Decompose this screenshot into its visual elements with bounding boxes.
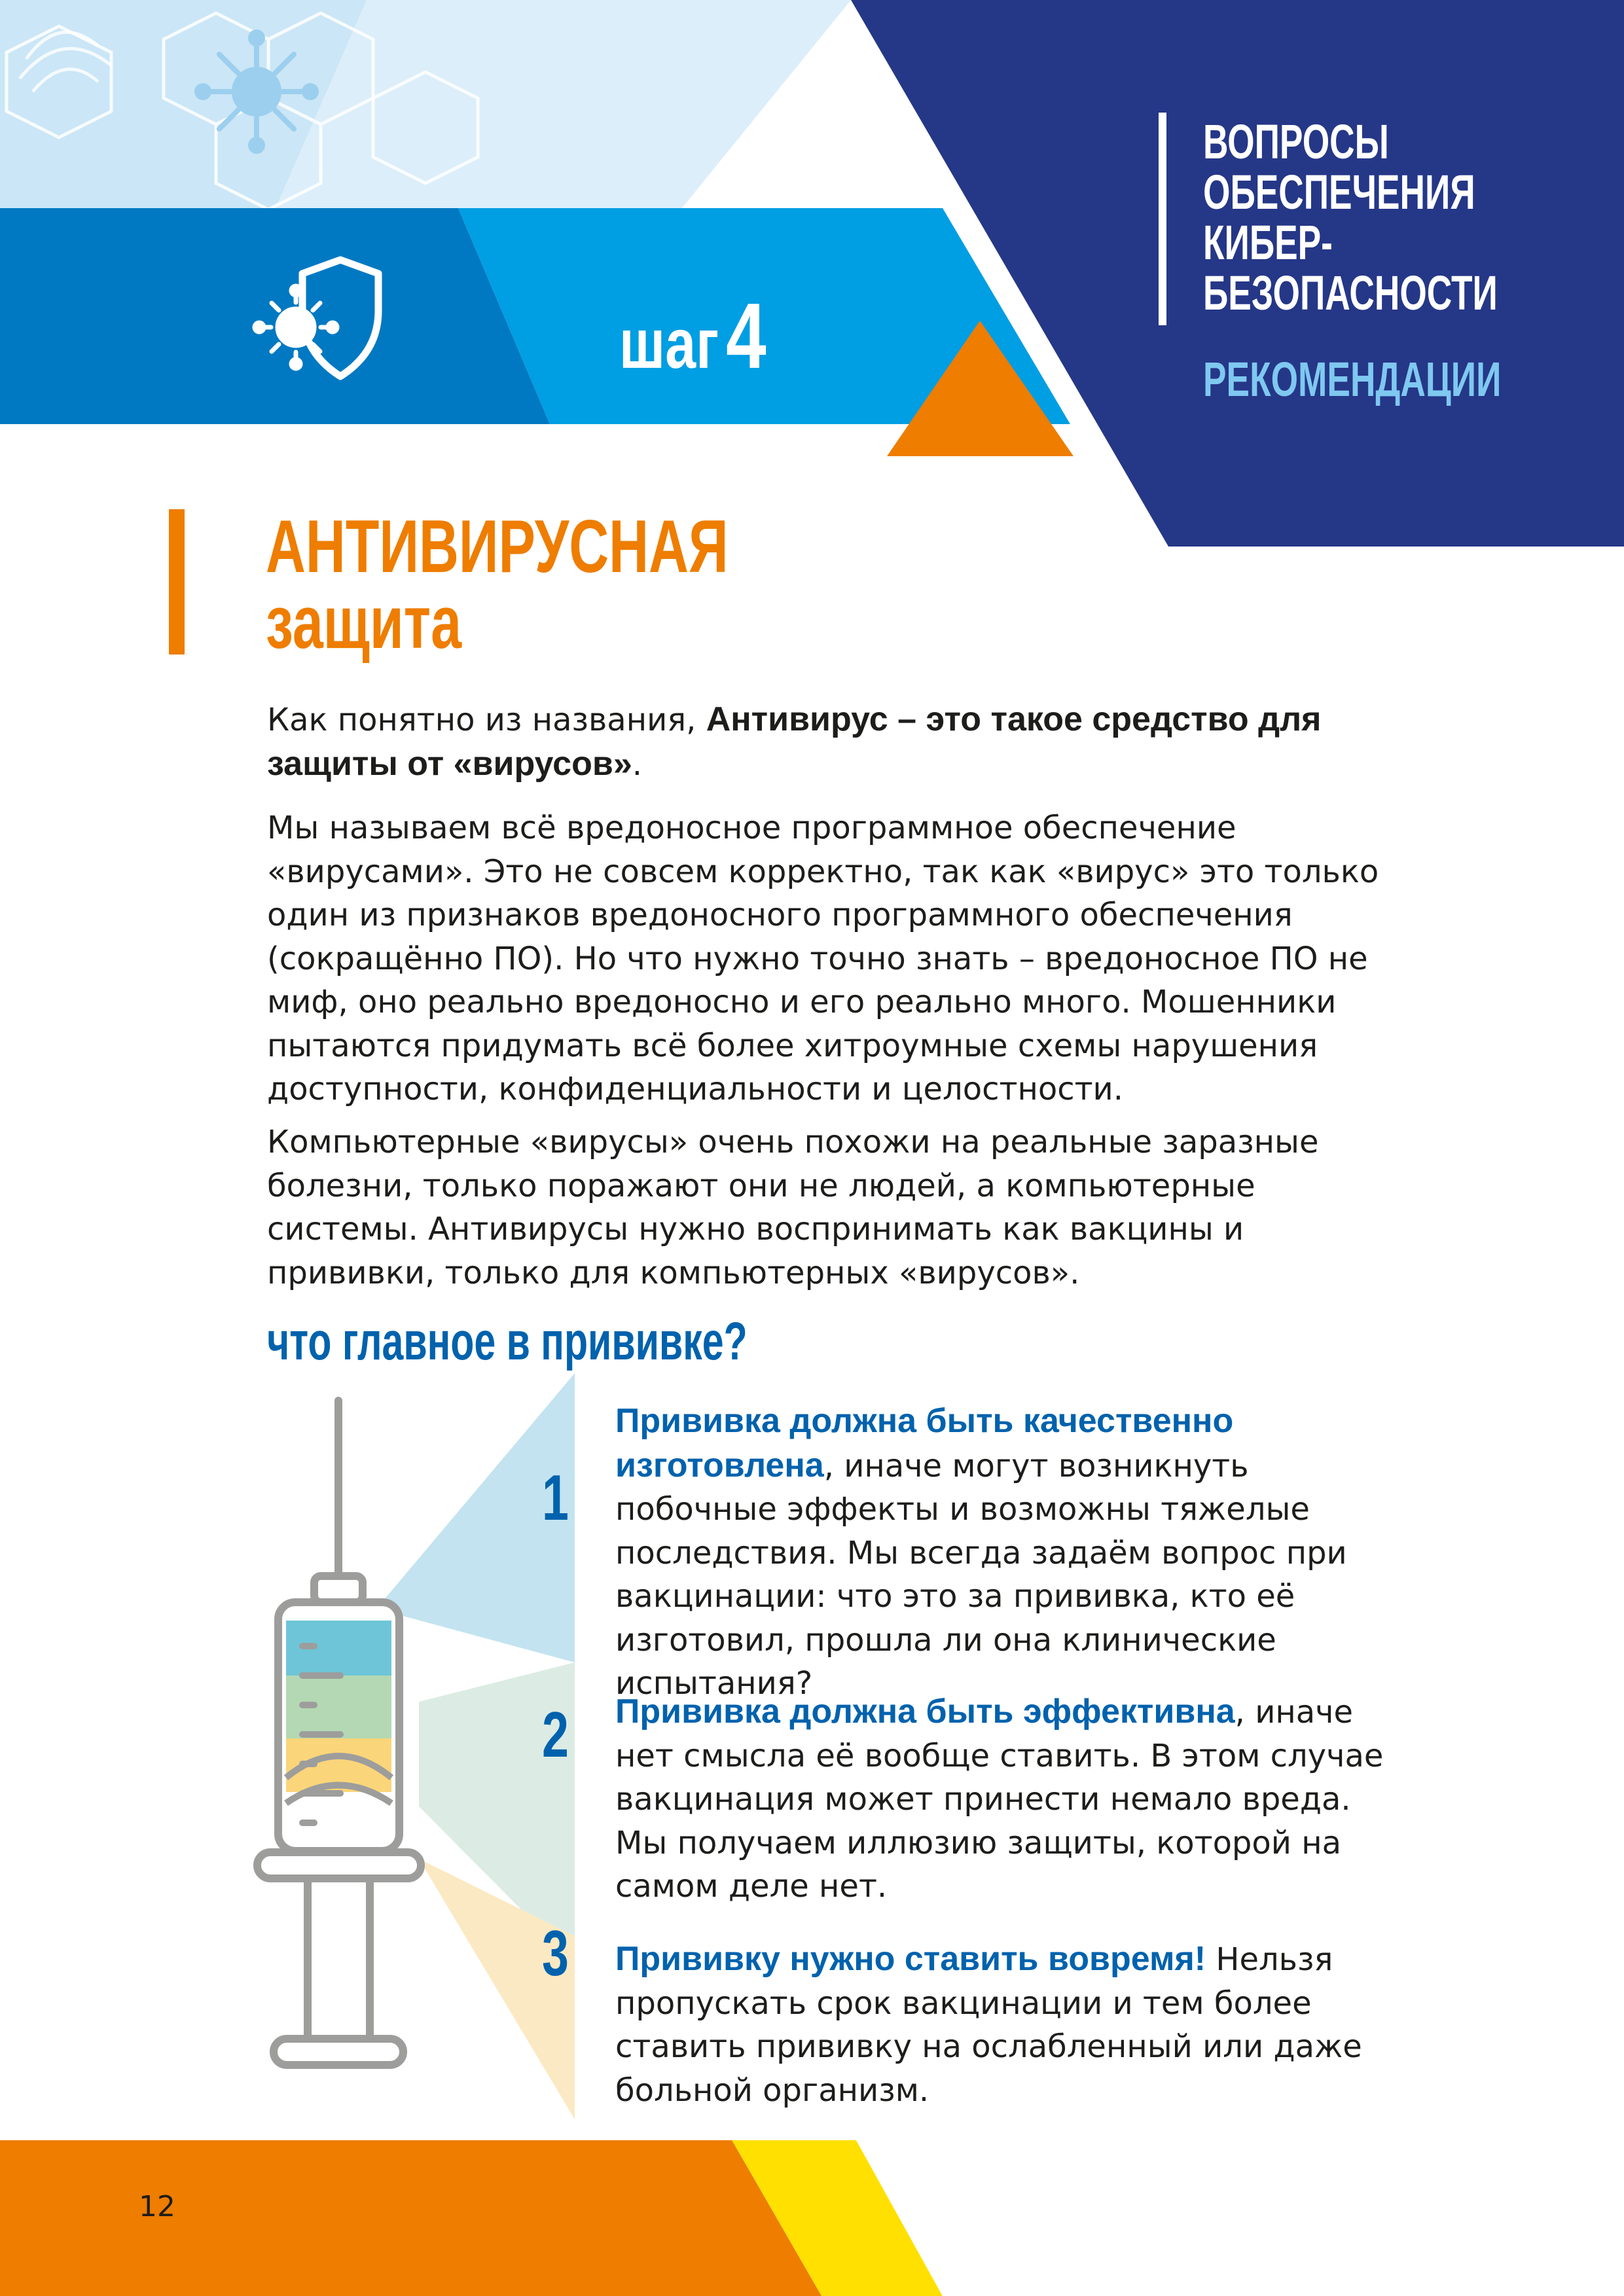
item-number: 1: [542, 1462, 569, 1534]
body-paragraph: [267, 1121, 1406, 1295]
step-label: [619, 283, 767, 390]
list-item: [615, 1399, 1407, 1706]
body-paragraph: [267, 806, 1406, 1111]
footer-orange-band: [0, 2140, 821, 2296]
item-number: 2: [542, 1698, 569, 1770]
item-text: , иначе могут возникнуть побочные эффекты и возможны тяжелые последствия. Мы всегда задаём вопрос при вакцинации: что это за прививка, кто её изготовил, прошла ли она клинические испытания?: [615, 1447, 1347, 1702]
item-text: Нельзя пропускать срок вакцинации и тем более ставить прививку на ослабленный или даже больной организм.: [615, 1941, 1362, 2109]
item-lead: Прививка должна быть качественно изготовлена: [615, 1402, 1234, 1484]
header-divider-bar: [1159, 113, 1166, 325]
paragraph-text: Мы называем всё вредоносное программное обеспечение «вирусами». Это не совсем корректно, так как «вирус» это только один из признаков вредоносного программного обеспечения (сокращённо ПО). Но что нужно точно знать – вредоносное ПО не миф, оно реально вредоносно и его реально много. Мошенники пытаются придумать всё более хитроумные схемы нарушения доступности, конфиденциальности и целостности.: [267, 810, 1379, 1107]
section-title-line: ОБЕСПЕЧЕНИЯ: [1203, 165, 1475, 219]
syringe-illustration: [257, 1373, 575, 2119]
section-title-line: КИБЕР-: [1203, 215, 1333, 270]
item-lead: Прививка должна быть эффективна: [615, 1693, 1235, 1731]
intro-tail: .: [632, 745, 643, 783]
intro-lead: Как понятно из названия,: [267, 702, 706, 738]
intro-emphasis: Антивирус – это такое средство для защиты от «вирусов»: [267, 700, 1322, 783]
list-item: [615, 1937, 1407, 2112]
item-text: , иначе нет смысла её вообще ставить. В этом случае вакцинация может принести немало вреда. Мы получаем иллюзию защиты, которой на самом деле нет.: [615, 1694, 1384, 1905]
paragraph-text: Компьютерные «вирусы» очень похожи на реальные заразные болезни, только поражают они не людей, а компьютерные системы. Антивирусы нужно воспринимать как вакцины и прививки, только для компьютерных «вирусов».: [267, 1124, 1319, 1291]
title-accent-bar: [169, 509, 185, 655]
section-title: [1203, 117, 1498, 318]
section-subtitle: РЕКОМЕНДАЦИИ: [1203, 352, 1502, 406]
page-title: [266, 505, 729, 664]
step-word: шаг: [619, 304, 719, 383]
item-number: 3: [542, 1917, 569, 1989]
page-title-line: защита: [266, 581, 462, 664]
item-lead: Прививку нужно ставить вовремя!: [615, 1940, 1206, 1978]
page-number: 12: [139, 2190, 175, 2223]
page-title-line: АНТИВИРУСНАЯ: [266, 505, 729, 588]
list-item: [615, 1690, 1407, 1909]
step-number: 4: [726, 284, 767, 388]
step-band-dark: [0, 208, 550, 424]
section-title-line: БЕЗОПАСНОСТИ: [1203, 266, 1498, 320]
intro-paragraph: [267, 698, 1406, 786]
section-title-line: ВОПРОСЫ: [1203, 115, 1389, 169]
subheading: что главное в прививке?: [267, 1312, 748, 1371]
